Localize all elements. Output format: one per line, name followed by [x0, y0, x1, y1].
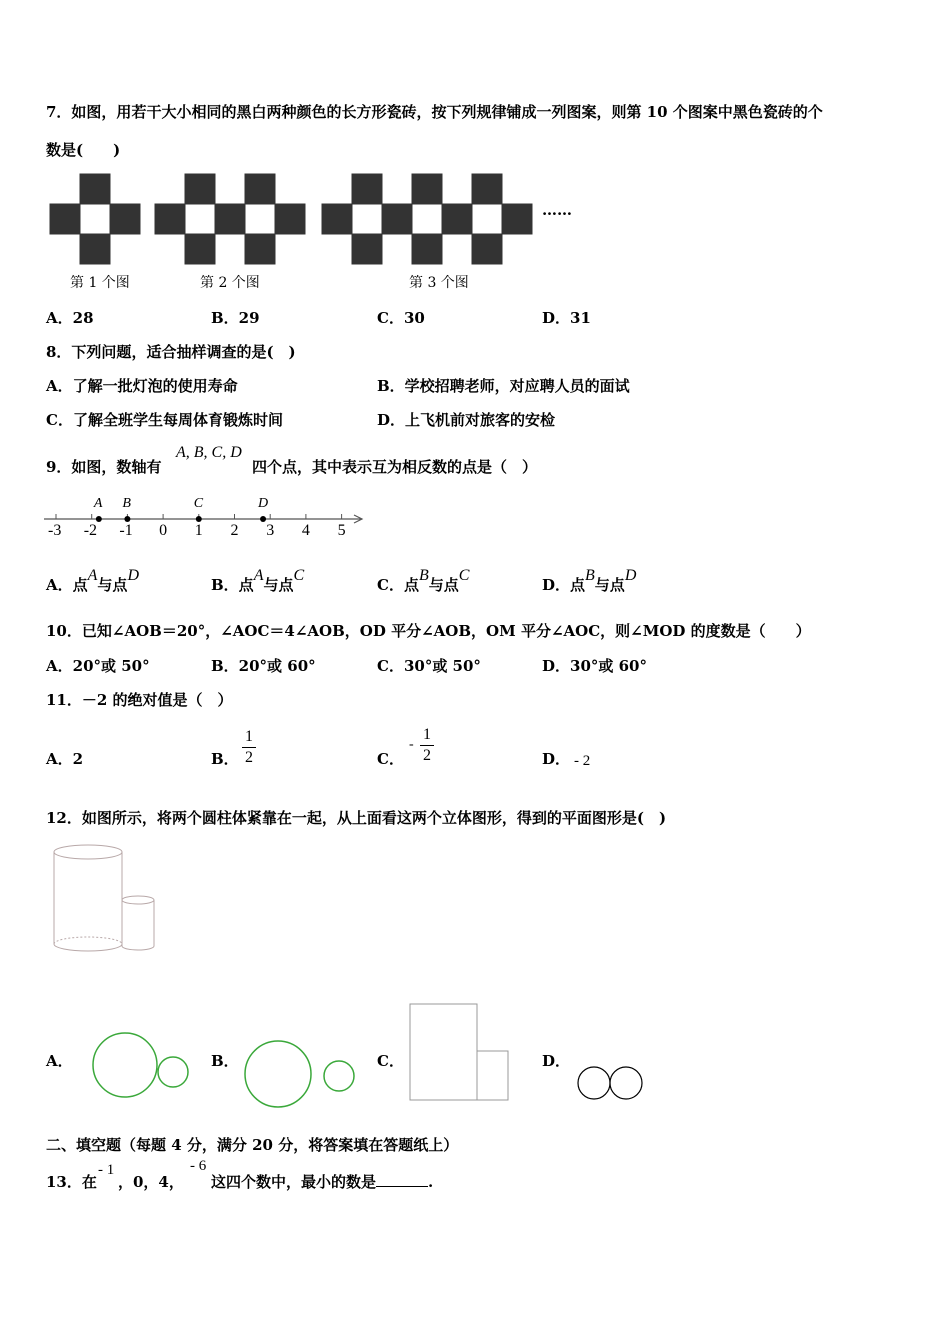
tile-pattern-2	[155, 174, 305, 264]
q12-option-b[interactable]: B．	[211, 1052, 239, 1070]
q11-option-d[interactable]: D．	[542, 750, 571, 768]
q7-option-b[interactable]: B．29	[211, 309, 260, 327]
neg-sign: -	[409, 737, 414, 752]
axis-tick-label: 4	[301, 522, 310, 539]
fraction-neg-one-half: 1 2	[420, 726, 434, 765]
answer-blank[interactable]	[376, 1172, 428, 1187]
q8-option-b[interactable]: B．学校招聘老师，对应聘人员的面试	[377, 377, 630, 395]
q10-option-b[interactable]: B．20°或 60°	[211, 657, 316, 675]
q7-caption-3: 第 3 个图	[409, 275, 469, 291]
axis-tick-label: -1	[119, 522, 133, 539]
left-circle	[578, 1067, 610, 1099]
q7-option-c[interactable]: C．30	[377, 309, 425, 327]
q11-option-c[interactable]: C．	[377, 750, 404, 768]
small-circle	[158, 1057, 188, 1087]
axis-tick-label: -2	[83, 522, 98, 539]
q10-option-d[interactable]: D．30°或 60°	[542, 657, 647, 675]
large-rectangle	[410, 1004, 477, 1100]
q8-option-d[interactable]: D．上飞机前对旅客的安检	[377, 411, 556, 429]
q10-option-c[interactable]: C．30°或 50°	[377, 657, 481, 675]
q13-stem-post: 这四个数中，最小的数是 .	[211, 1173, 434, 1191]
q9-option-d[interactable]: D．点B与点D	[542, 567, 637, 594]
q9-option-a[interactable]: A．点A与点D	[46, 567, 139, 594]
tile-pattern-1	[50, 174, 140, 264]
black-tile	[80, 174, 110, 204]
q8-option-a[interactable]: A．了解一批灯泡的使用寿命	[46, 377, 238, 395]
large-cylinder-bottom	[54, 944, 122, 951]
small-rectangle	[477, 1051, 508, 1100]
small-circle	[324, 1061, 354, 1091]
point-D	[260, 516, 266, 522]
axis-tick-label: 2	[230, 522, 239, 539]
right-circle	[610, 1067, 642, 1099]
q10-option-a[interactable]: A．20°或 50°	[46, 657, 150, 675]
point-label: A	[93, 496, 103, 511]
black-tile	[110, 204, 140, 234]
large-cylinder-top	[54, 845, 122, 859]
point-label: C	[193, 496, 204, 511]
q7-option-d[interactable]: D．31	[542, 309, 591, 327]
q7-caption-2: 第 2 个图	[200, 275, 260, 291]
tile-pattern-3	[322, 174, 532, 264]
q9-option-b[interactable]: B．点A与点C	[211, 567, 305, 594]
q12-option-c-figure	[409, 1003, 514, 1103]
q12-option-d[interactable]: D．	[542, 1052, 571, 1070]
point-label: B	[122, 496, 131, 511]
point-label: D	[258, 496, 269, 511]
q11-d-value: - 2	[574, 753, 591, 769]
q12-option-b-figure	[244, 1040, 359, 1115]
q13-num-neg1: - 1	[98, 1162, 115, 1178]
axis-tick-label: 3	[266, 522, 275, 539]
q9-stem-pre: 9．如图，数轴有	[46, 458, 162, 476]
large-circle	[245, 1041, 311, 1107]
q12-option-a[interactable]: A．	[46, 1052, 73, 1070]
q7-stem-line1: 7．如图，用若干大小相同的黑白两种颜色的长方形瓷砖，按下列规律铺成一列图案，则第 10 个图案中黑色瓷砖的个	[46, 103, 823, 121]
axis-tick-label: 1	[194, 522, 203, 539]
q7-stem-line2: 数是( )	[46, 141, 121, 159]
two-cylinders-figure	[52, 842, 162, 962]
q7-option-a[interactable]: A．28	[46, 309, 94, 327]
q11-stem: 11．－2 的绝对值是（ ）	[46, 691, 233, 709]
q9-option-c[interactable]: C．点B与点C	[377, 567, 470, 594]
q10-stem: 10．已知∠AOB＝20°，∠AOC＝4∠AOB，OD 平分∠AOB，OM 平分∠AOC，则∠MOD 的度数是（ ）	[46, 622, 811, 640]
q9-stem-post: 四个点，其中表示互为相反数的点是（ ）	[252, 458, 538, 476]
q7-ellipsis: ……	[542, 201, 572, 219]
q13-stem-pre: 13．在	[46, 1173, 97, 1191]
q11-option-b[interactable]: B．	[211, 750, 239, 768]
small-cylinder-bottom	[122, 946, 154, 950]
q7-caption-1: 第 1 个图	[70, 275, 130, 291]
q12-option-c[interactable]: C．	[377, 1052, 404, 1070]
q13-mid: ，0，4，	[118, 1173, 184, 1191]
axis-tick-label: -3	[48, 522, 62, 539]
section2-heading: 二、填空题（每题 4 分，满分 20 分，将答案填在答题纸上）	[46, 1136, 459, 1154]
axis-tick-label: 5	[337, 522, 346, 539]
axis-tick-label: 0	[159, 522, 168, 539]
large-circle	[93, 1033, 157, 1097]
fraction-one-half: 1 2	[242, 728, 256, 767]
q9-point-names: A, B, C, D	[176, 444, 242, 461]
black-tile	[80, 234, 110, 264]
q11-option-a[interactable]: A．2	[46, 750, 84, 768]
black-tile	[50, 204, 80, 234]
q12-option-a-figure	[92, 1032, 202, 1102]
q13-num-neg6: - 6	[190, 1158, 207, 1174]
q12-stem: 12．如图所示，将两个圆柱体紧靠在一起，从上面看这两个立体图形，得到的平面图形是( )	[46, 809, 667, 827]
q8-option-c[interactable]: C．了解全班学生每周体育锻炼时间	[46, 411, 283, 429]
small-cylinder-top	[122, 896, 154, 904]
q8-stem: 8．下列问题，适合抽样调查的是( )	[46, 343, 296, 361]
white-tile	[80, 204, 110, 234]
q12-option-d-figure	[577, 1066, 647, 1106]
